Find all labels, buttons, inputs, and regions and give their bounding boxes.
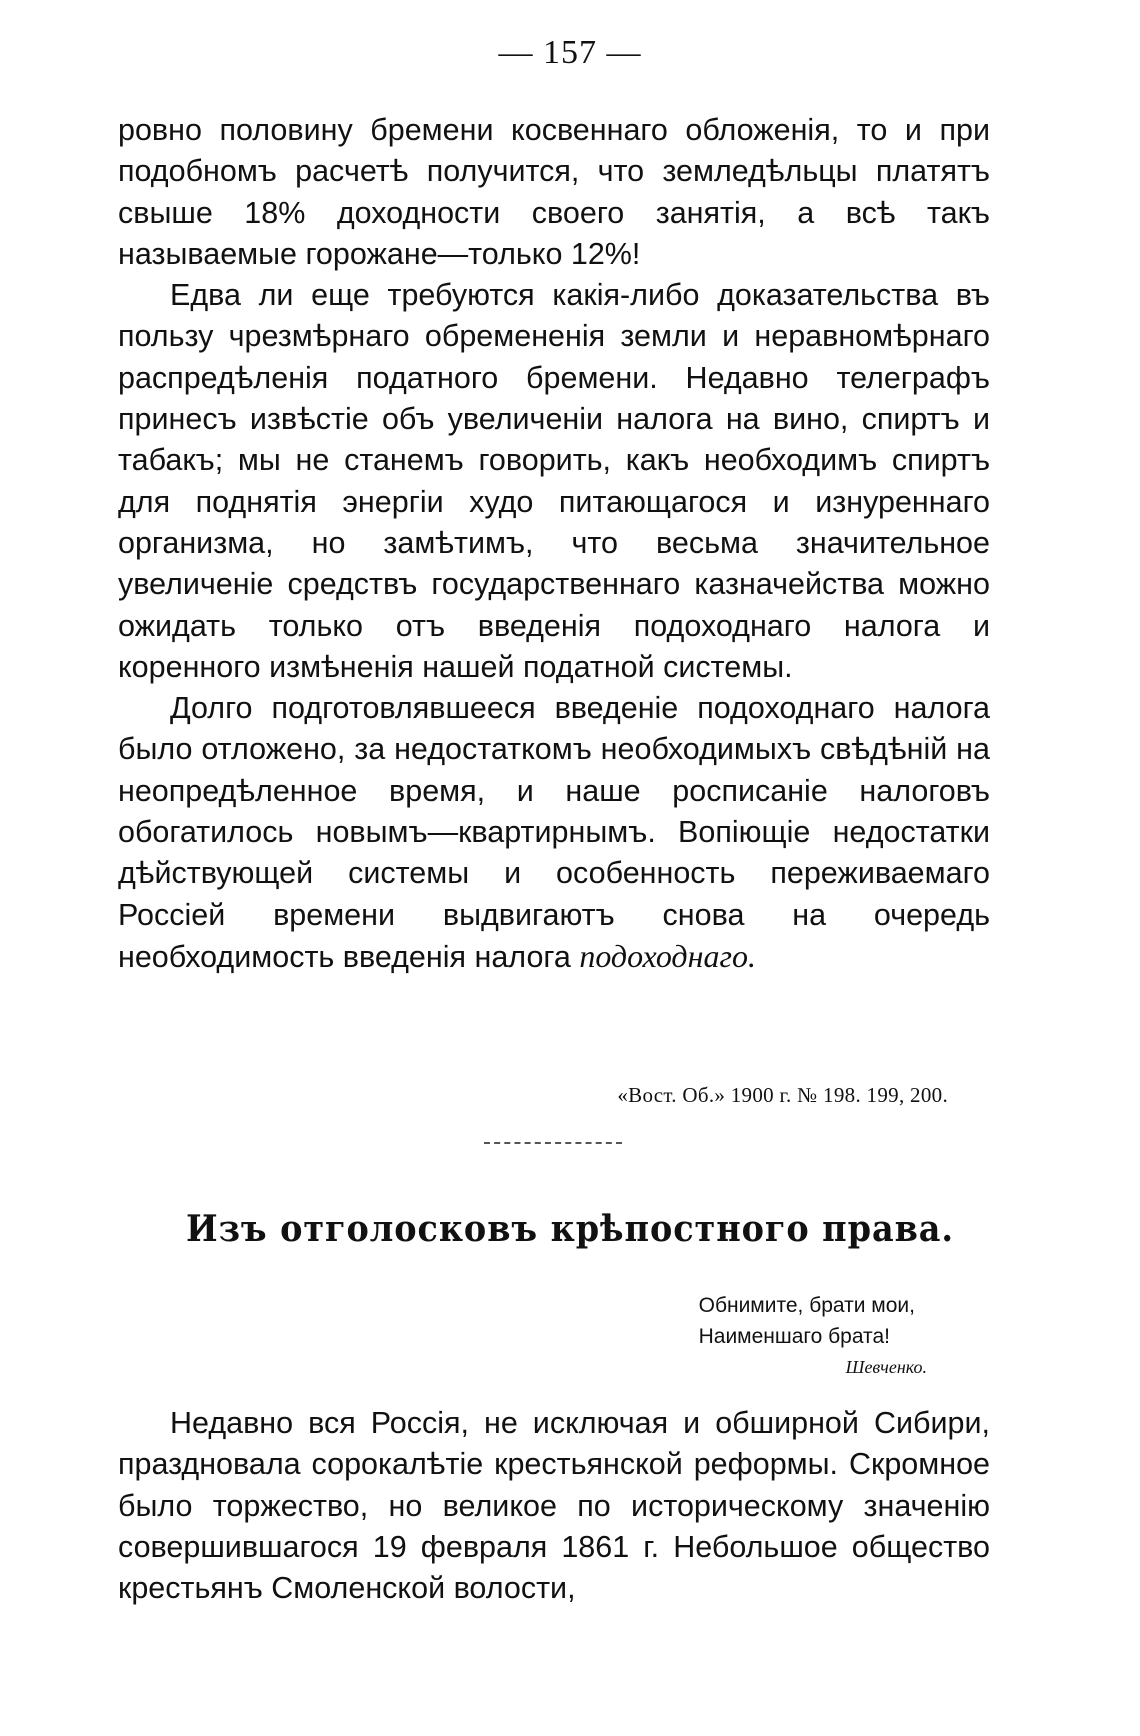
epigraph-author: Шевченко.: [845, 1357, 927, 1377]
epigraph-line-2: Наименшаго брата!: [698, 1325, 890, 1348]
epigraph: [698, 1290, 927, 1383]
paragraph-2: Едва ли еще требуются какія-либо доказательства въ пользу чрезмѣрнаго обремененія земли и неравномѣрнаго распредѣленія податного бремени. Недавно телеграфъ принесъ извѣстіе объ увеличеніи налога на вино, спиртъ и табакъ; мы не станемъ говорить, какъ необходимъ спиртъ для поднятія энергіи худо питающагося и изнуреннаго организма, но замѣтимъ, что весьма значительное увеличеніе средствъ государственнаго казначейства можно ожидать только отъ введенія подоходнаго налога и коренного измѣненія нашей податной системы.: [118, 278, 990, 684]
new-article: [118, 1403, 990, 1609]
italic-ending: подоходнаго.: [579, 937, 756, 974]
paragraph-4: Недавно вся Россія, не исключая и обширной Сибири, праздновала сорокалѣтіе крестьянской реформы. Скромное было торжество, но великое по историческому значенію совершившагося 19 февраля 1861 г. Небольшое общество крестьянъ Смоленской волости,: [118, 1406, 990, 1606]
page-number: — 157 —: [498, 34, 642, 71]
paragraph-3: [118, 688, 990, 978]
source-citation: «Вост. Об.» 1900 г. № 198. 199, 200.: [617, 1083, 948, 1107]
paragraph-1: ровно половину бремени косвеннаго обложенія, то и при подобномъ расчетѣ получится, что земледѣльцы платятъ свыше 18% доходности своего занятія, а всѣ такъ называемые горожане—только 12%!: [118, 113, 990, 271]
epigraph-line-1: Обнимите, брати мои,: [698, 1294, 915, 1317]
paragraph-3-text: Долго подготовлявшееся введеніе подоходнаго налога было отложено, за недостаткомъ необходимыхъ свѣдѣній на неопредѣленное время, и наше росписаніе налоговъ обогатилось новымъ—квартирнымъ. Вопіющіе недостатки дѣйствующей системы и особенность переживаемаго Россіей времени выдвигаютъ снова на очередь необходимость введенія налога: [118, 691, 990, 974]
article-continuation: [118, 110, 990, 978]
section-divider: [484, 1142, 622, 1144]
section-heading: Изъ отголосковъ крѣпостного права.: [186, 1208, 954, 1250]
